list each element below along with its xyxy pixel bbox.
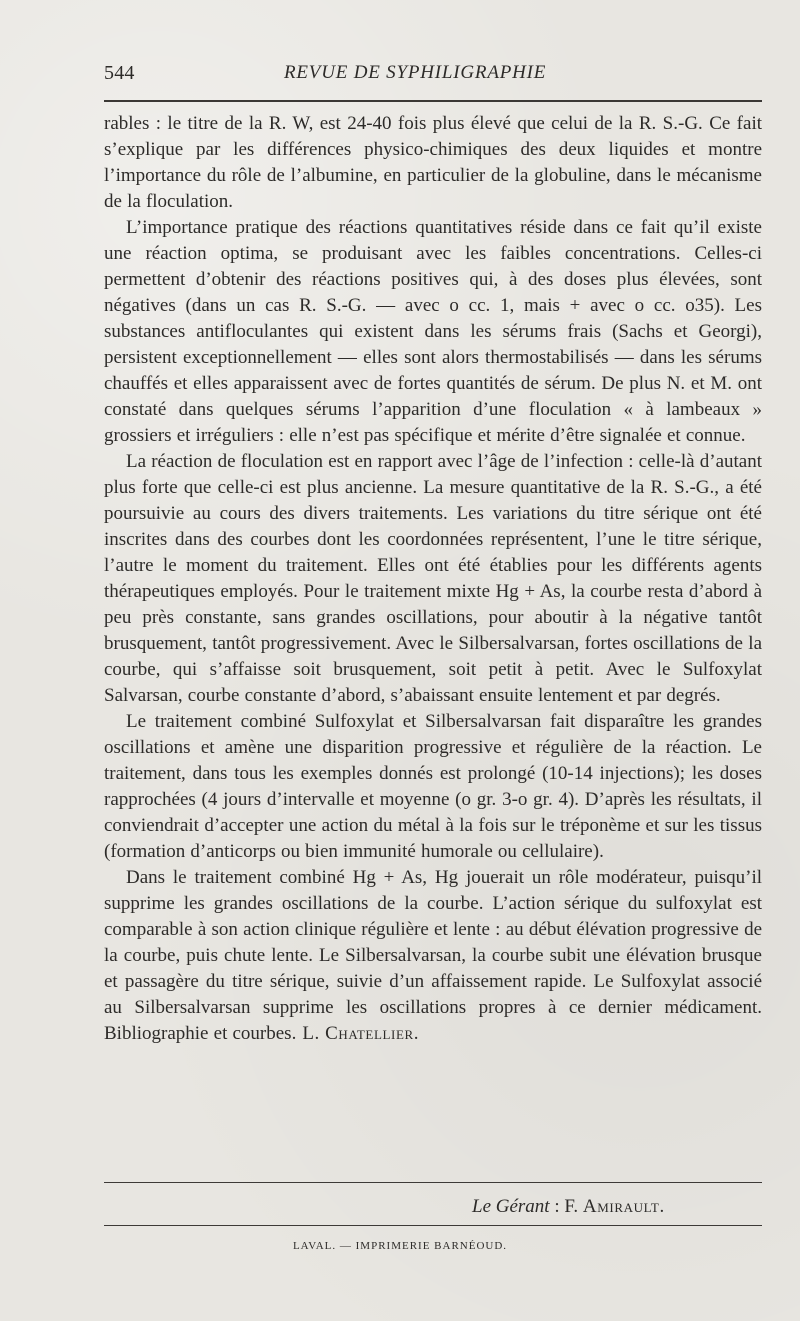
- manager-title: Le Gérant: [472, 1196, 550, 1217]
- paragraph-combined-treatment: Le traitement combiné Sulfoxylat et Silbersalvarsan fait disparaître les grandes oscillations et amène une disparition progressive et régulière de la réaction. Le traitement, dans tous les exemples donnés est prolongé (10-14 injections); les doses rapprochées (4 jours d’intervalle et moyenne (o gr. 3-o gr. 4). D’après les résultats, il conviendrait d’accepter une action du métal à la fois sur le tréponème et sur les tissus (formation d’anticorps ou bien immunité humorale ou cellulaire).: [104, 711, 762, 862]
- article-author: [302, 1023, 419, 1044]
- footer-bottom-rule: [104, 1225, 762, 1226]
- paragraph-quantitative-reactions: L’importance pratique des réactions quantitatives réside dans ce fait qu’il existe une réaction optima, se produisant avec les faibles concentrations. Celles-ci permettent d’obtenir des réactions positives qui, à des doses plus élevées, sont négatives (dans un cas R. S.-G. — avec o cc. 1, mais + avec o cc. o35). Les substances antifloculantes qui existent dans les sérums frais (Sachs et Georgi), persistent exceptionnellement — elles sont alors thermostabilisés — dans les sérums chauffés et elles apparaissent avec de fortes quantités de sérum. De plus N. et M. ont constaté dans quelques sérums l’apparition d’une floculation « à lambeaux » grossiers et irréguliers : elle n’est pas spécifique et mérite d’être signalée et connue.: [104, 217, 762, 446]
- paragraph-flocculation-infection-age: La réaction de floculation est en rapport avec l’âge de l’infection : celle-là d’autant plus forte que celle-ci est plus ancienne. La mesure quantitative de la R. S.-G., a été poursuivie au cours des divers traitements. Les variations du titre sérique ont été inscrites dans des courbes dont les coordonnées représentent, l’une le titre sérique, l’autre le moment du traitement. Elles ont été établies pour les différents agents thérapeutiques employés. Pour le traitement mixte Hg + As, la courbe resta d’abord à peu près constante, sans grandes oscillations, pour aboutir à la négative tantôt brusquement, tantôt progressivement. Avec le Silbersalvarsan, fortes oscillations de la courbe, qui s’affaisse soit brusquement, soit petit à petit. Avec le Sulfoxylat Salvarsan, courbe constante d’abord, s’abaissant ensuite lentement et par degrés.: [104, 451, 762, 706]
- manager-initial: F.: [564, 1196, 579, 1217]
- author-initial: L.: [302, 1023, 320, 1044]
- author-last-name: Chatellier.: [325, 1023, 420, 1044]
- paragraph-hg-as-treatment: [104, 865, 762, 1047]
- footer-top-rule: [104, 1182, 762, 1183]
- header-rule: [104, 100, 762, 102]
- manager-last-name: Amirault.: [582, 1196, 665, 1217]
- manager-separator: :: [554, 1196, 560, 1217]
- paragraph-continuation: rables : le titre de la R. W, est 24-40 fois plus élevé que celui de la R. S.-G. Ce fait s’explique par les différences physico-chimiques des deux liquides et montre l’importance du rôle de l’albumine, en particulier de la globuline, dans le mécanisme de la floculation.: [104, 113, 762, 212]
- page-number: 544: [104, 62, 135, 84]
- manager-credit: [472, 1196, 762, 1218]
- paragraph-hg-as-text: Dans le traitement combiné Hg + As, Hg jouerait un rôle modérateur, puisqu’il supprime les grandes oscillations de la courbe. L’action sérique du sulfoxylat est comparable à son action clinique régulière et lente : au début élévation progressive de la courbe, puis chute lente. Le Silbersalvarsan, la courbe subit une élévation brusque et passagère du titre sérique, suivie d’un affaissement rapide. Le Sulfoxylat associé au Silbersalvarsan supprime les oscillations propres à ce dernier médicament. Bibliographie et courbes.: [104, 867, 762, 1044]
- printer-imprint: LAVAL. — IMPRIMERIE BARNÉOUD.: [292, 1240, 508, 1252]
- article-body: [104, 111, 762, 1047]
- running-title: REVUE DE SYPHILIGRAPHIE: [284, 62, 547, 83]
- page-header: [104, 58, 762, 90]
